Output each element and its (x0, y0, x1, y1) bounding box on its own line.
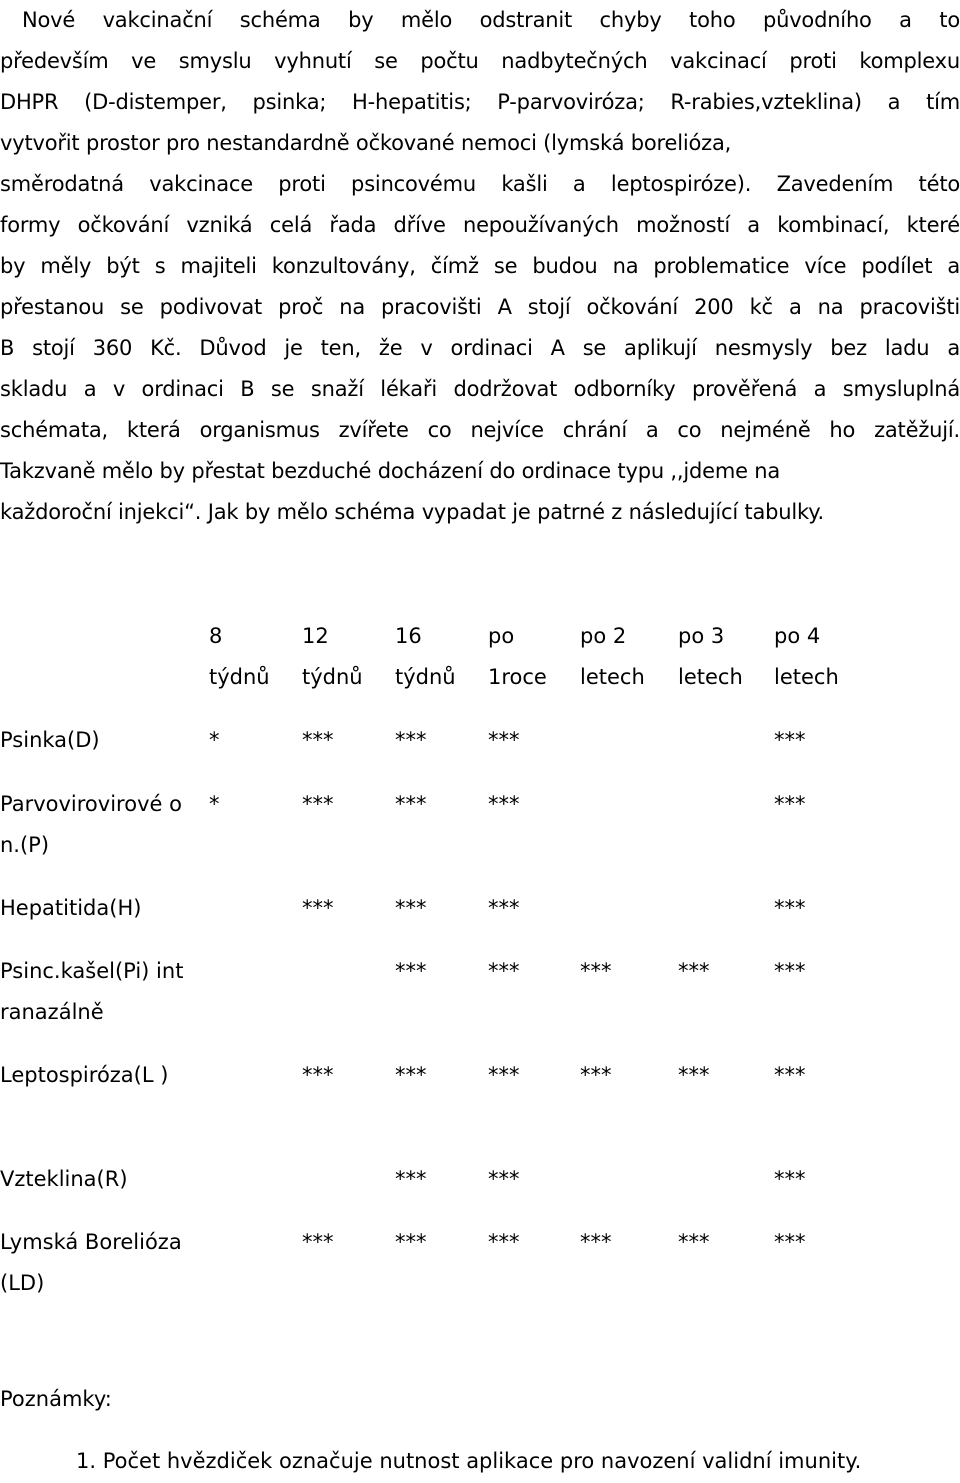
table-cell: *** (395, 1167, 427, 1191)
table-cell (580, 1159, 678, 1222)
row-label: Psinc.kašel(Pi) intranazálně (0, 959, 184, 1024)
row-label: Psinka(D) (0, 728, 100, 752)
table-cell: *** (678, 1230, 710, 1254)
table-row (0, 951, 867, 1055)
table-cell: *** (488, 959, 520, 983)
table-cell: *** (395, 728, 427, 752)
table-cell (678, 720, 774, 784)
table-cell: *** (488, 896, 520, 920)
table-row (0, 1159, 867, 1222)
intro-line: B stojí 360 Kč. Důvod je ten, že v ordinaci A se aplikují nesmysly bez ladu a (0, 336, 960, 360)
table-cell: *** (774, 1230, 806, 1254)
table-cell: *** (395, 959, 427, 983)
table-cell: *** (774, 896, 806, 920)
row-label: Lymská Borelióza(LD) (0, 1230, 182, 1295)
column-header: po 2 letech (580, 624, 645, 689)
table-cell (580, 888, 678, 951)
table-cell: *** (302, 896, 334, 920)
table-cell (209, 1222, 302, 1326)
table-cell: * (209, 792, 220, 816)
table-cell: *** (302, 1230, 334, 1254)
intro-line: schémata, která organismus zvířete co nejvíce chrání a co nejméně ho zatěžují. (0, 418, 960, 442)
table-row (0, 1055, 867, 1159)
table-cell (678, 888, 774, 951)
intro-line: formy očkování vzniká celá řada dříve nepoužívaných možností a kombinací, které (0, 213, 960, 237)
column-header: 12 týdnů (302, 624, 363, 689)
table-row (0, 720, 867, 784)
table-cell: *** (774, 1063, 806, 1087)
table-cell (678, 784, 774, 888)
column-header: po 1roce (488, 624, 547, 689)
table-cell (580, 720, 678, 784)
table-cell: *** (395, 792, 427, 816)
intro-paragraph (0, 0, 960, 533)
table-cell (678, 1159, 774, 1222)
table-cell: *** (302, 792, 334, 816)
table-cell: *** (488, 1063, 520, 1087)
intro-line: by měly být s majiteli konzultovány, čímž se budou na problematice více podílet a (0, 254, 960, 278)
table-cell: *** (488, 792, 520, 816)
intro-line: DHPR (D-distemper, psinka; H-hepatitis; P-parvoviróza; R-rabies,vzteklina) a tím (0, 90, 960, 114)
vaccination-schedule-table (0, 616, 867, 1326)
table-row (0, 888, 867, 951)
row-label: Parvovirovirové on.(P) (0, 792, 182, 857)
table-cell: *** (302, 1063, 334, 1087)
note-item: 1. Počet hvězdiček označuje nutnost aplikace pro navození validní imunity. (76, 1449, 862, 1473)
table-cell: *** (488, 1167, 520, 1191)
intro-line: přestanou se podivovat proč na pracovišti A stojí očkování 200 kč a na pracovišti (0, 295, 960, 319)
column-header: 8 týdnů (209, 624, 270, 689)
table-cell: *** (395, 1230, 427, 1254)
column-header: 16 týdnů (395, 624, 456, 689)
intro-line: Takzvaně mělo by přestat bezduché docházení do ordinace typu ,,jdeme na (0, 459, 781, 483)
intro-line: vytvořit prostor pro nestandardně očkované nemoci (lymská borelióza, (0, 131, 732, 155)
table-cell (209, 888, 302, 951)
table-cell: *** (678, 1063, 710, 1087)
table-cell: *** (488, 728, 520, 752)
notes-heading: Poznámky: (0, 1387, 112, 1411)
table-cell: *** (580, 959, 612, 983)
intro-line: skladu a v ordinaci B se snaží lékaři dodržovat odborníky prověřená a smysluplná (0, 377, 960, 401)
table-cell: *** (395, 896, 427, 920)
table-cell: *** (774, 959, 806, 983)
intro-line: každoroční injekci“. Jak by mělo schéma vypadat je patrné z následující tabulky. (0, 500, 824, 524)
column-header: po 3 letech (678, 624, 743, 689)
table-cell (209, 1159, 302, 1222)
table-cell (302, 1159, 395, 1222)
row-label: Hepatitida(H) (0, 896, 142, 920)
table-cell: *** (395, 1063, 427, 1087)
table-cell: *** (774, 728, 806, 752)
table-cell: *** (774, 792, 806, 816)
table-row (0, 784, 867, 888)
intro-line: Nové vakcinační schéma by mělo odstranit chyby toho původního a to (22, 8, 960, 32)
table-cell: *** (302, 728, 334, 752)
table-cell (209, 1055, 302, 1159)
table-cell: *** (488, 1230, 520, 1254)
table-row (0, 1222, 867, 1326)
row-label: Leptospiróza(L ) (0, 1063, 169, 1087)
table-cell: *** (580, 1230, 612, 1254)
column-header: po 4 letech (774, 624, 839, 689)
row-label: Vzteklina(R) (0, 1167, 128, 1191)
table-cell: *** (774, 1167, 806, 1191)
table-cell: *** (580, 1063, 612, 1087)
table-cell: * (209, 728, 220, 752)
table-header-row (0, 616, 867, 720)
intro-line: směrodatná vakcinace proti psincovému kašli a leptospiróze). Zavedením této (0, 172, 960, 196)
table-cell: *** (678, 959, 710, 983)
intro-line: především ve smyslu vyhnutí se počtu nadbytečných vakcinací proti komplexu (0, 49, 960, 73)
table-cell (209, 951, 302, 1055)
table-cell (302, 951, 395, 1055)
header-corner-cell (0, 616, 209, 720)
table-cell (580, 784, 678, 888)
